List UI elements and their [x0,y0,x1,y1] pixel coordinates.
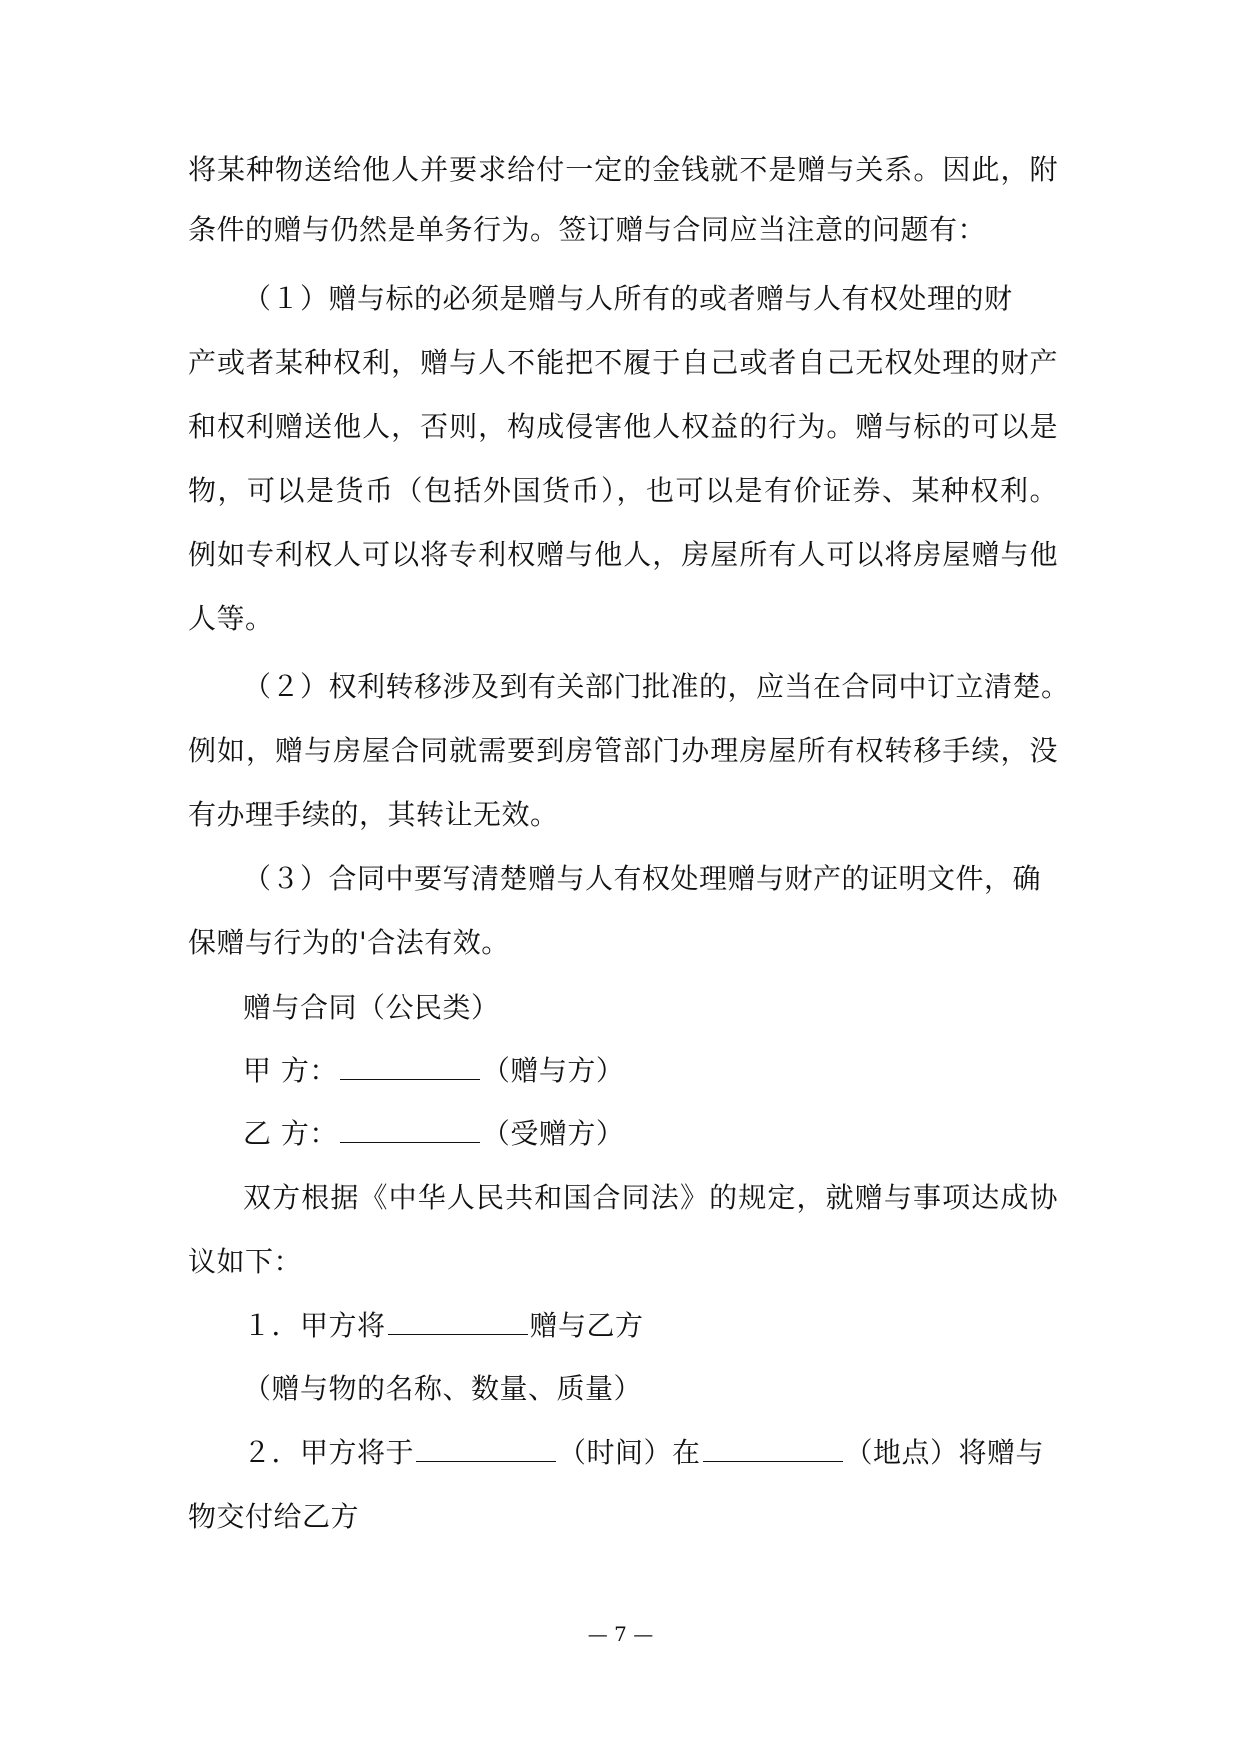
party-a-line [243,1053,1113,1089]
party-b-blank[interactable] [340,1116,480,1143]
party-a-blank[interactable] [340,1053,480,1080]
party-b-line [243,1116,1113,1152]
item-1 [243,1308,1113,1344]
item-2 [243,1435,1113,1471]
text-line: 条件的赠与仍然是单务行为。签订赠与合同应当注意的问题有： [188,213,987,246]
text-line: 产或者某种权利，赠与人不能把不履于自己或者自己无权处理的财产 [188,346,1058,379]
item-1-note: （赠与物的名称、数量、质量） [243,1372,643,1405]
text-line: （２）权利转移涉及到有关部门批准的，应当在合同中订立清楚。 [243,670,1070,703]
item-1-prefix: １．甲方将 [243,1309,386,1342]
text-line: 议如下： [188,1245,303,1278]
text-line: 和权利赠送他人，否则，构成侵害他人权益的行为。赠与标的可以是 [188,410,1058,443]
party-a-role: （赠与方） [481,1054,625,1087]
item-2-middle: （时间）在 [558,1436,701,1469]
party-a-label: 甲 方： [243,1054,338,1087]
text-line: 例如，赠与房屋合同就需要到房管部门办理房屋所有权转移手续，没 [188,734,1058,767]
item-2-place-blank[interactable] [703,1435,843,1462]
text-line: 物，可以是货币（包括外国货币），也可以是有价证券、某种权利。 [188,474,1058,507]
item-1-suffix: 赠与乙方 [529,1309,644,1342]
item-2-suffix: （地点）将赠与 [844,1436,1045,1469]
party-b-label: 乙 方： [243,1117,338,1150]
item-1-blank[interactable] [388,1308,528,1335]
item-2-prefix: ２．甲方将于 [243,1436,415,1469]
text-line: 保赠与行为的'合法有效。 [188,926,510,959]
contract-title: 赠与合同（公民类） [243,991,500,1024]
text-line: 物交付给乙方 [188,1500,360,1533]
page-number: — 7 — [587,1622,654,1646]
text-line: 人等。 [188,602,274,635]
party-b-role: （受赠方） [481,1117,625,1150]
item-2-time-blank[interactable] [416,1435,556,1462]
text-line: 例如专利权人可以将专利权赠与他人，房屋所有人可以将房屋赠与他 [188,538,1058,571]
text-line: （１）赠与标的必须是赠与人所有的或者赠与人有权处理的财 [243,282,1013,315]
text-line: （３）合同中要写清楚赠与人有权处理赠与财产的证明文件，确 [243,862,1042,895]
text-line: 有办理手续的，其转让无效。 [188,798,559,831]
text-line: 将某种物送给他人并要求给付一定的金钱就不是赠与关系。因此，附 [188,153,1058,186]
text-line: 双方根据《中华人民共和国合同法》的规定，就赠与事项达成协 [243,1181,1058,1214]
